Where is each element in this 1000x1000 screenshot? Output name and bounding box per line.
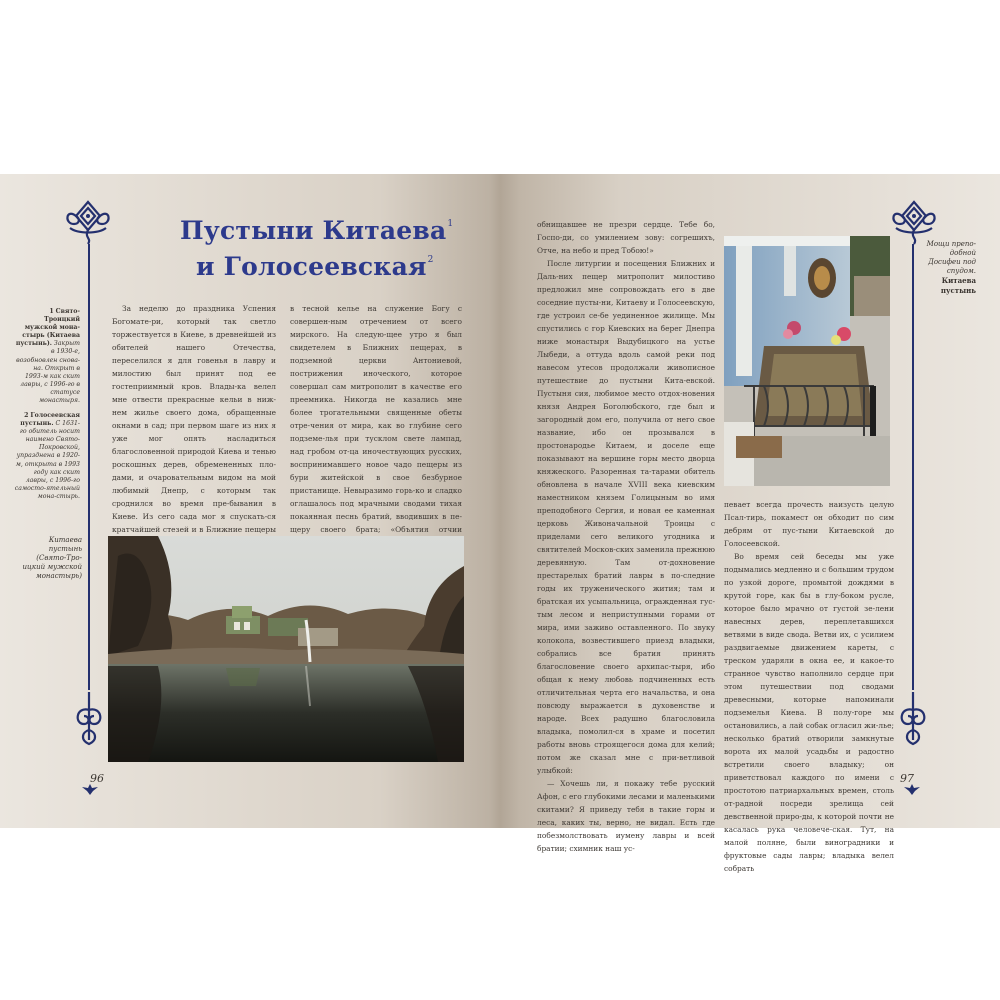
right-column-1: обнищавшее не презри сердце. Тебе бо, Госпо-ди, со умилением зову: согрешихъ, Отче, на небо и пред Тобою!» После литургии и посещения Ближних и Даль-них пещер митрополит милостиво предложил мне сопровождать его в две соседние пусты-ни, Китаеву и Голосеевскую, где устроил се-бе уединенное жилище. Мы спустились с гор Киевских на берег Днепра ниже монастыря Выдубицкого на устье Лыбеди, а оттуда вдоль самой реки под навесом утесов продолжали живописное путешествие до пустыни Кита-евской. Пустыня сия, любимое место отдох-новения князя Андрея Боголюбского, где был и загородный дом его, получила от него свое название, ибо он прозывался в простонародье Китаем, и доселе еще показывают на вершине горы место дворца княжеского. Разоренная та-тарами обитель обновлена в начале XVIII века киевским наместником князем Голицыным во имя преподобного Сергия, и новая ее каменная церковь Живоначальной Троицы с приделами сего великого угодника и святителей Москов-ских заменила прежнюю деревянную. Там от-дохновение престарелых братий лавры в по-следние годы их труженического жития; там и братская их усыпальница, огражденная гус-тым лесом и неприступными горами от мира, ими заживо оставленного. По звуку колокола, возвестившего приезд владыки, собрались все братия принять благословение своего архипас-тыря, ибо общая к нему любовь подчиненных есть отличительная черта его начальства, и она повсюду выражается в духовенстве и народе. Всех радушно благословила владыка, помолил-ся в храме и посетил работы вновь строящегося дома для келий; потом же сказал мне с при-ветливой улыбкой: — Хочешь ли, я покажу тебе русский Афон, с его глубокими лесами и маленькими скитами? Я приведу тебя в такие горы и леса, каких ты, верно, не видал. Есть где побезмолствовать иумену лавры и всей братии; схимник наш ус- — [537, 220, 715, 853]
photo-kitaeva-lake — [108, 536, 464, 762]
page-number-left: 96 — [90, 772, 104, 785]
chapter-title-line2: и Голосеевская$^2$ — [196, 252, 434, 281]
footnote-ref-1: 1 — [447, 218, 454, 229]
ornament-top-left — [60, 198, 116, 246]
photo-dosifei-grave — [724, 236, 890, 486]
page-number-right: 97 — [900, 772, 914, 785]
footnote-ref-2: 2 — [427, 254, 434, 265]
left-column-1: За неделю до праздника Успения Богомате-ри, который так светло торжествуется в Киеве, в древнейшей из обителей нашего Отечества, переселился я для говенья в лавру и милостию был принят под ее гостеприимный кров. Влады-ка велел мне отвести прекрасные кельи в ниж-нем жилье своего дома, обращенные окнами в сад; при первом шаге из них я уже мог опять насладиться благословенной природой Киева и тенью роскошных дерев, обремененных пло-дами, и очаровательным видом на мой любимый Днепр, с которым так сроднился во время пре-бывания в Киеве. Из сего сада мог я спускать-ся кратчайшей стезей и в Ближние пещеры — [112, 304, 276, 534]
ornament-bottom-right — [894, 690, 932, 750]
photo-caption-right: Мощи препо-добной Досифеи под спудом. Китаева пустынь — [926, 240, 976, 295]
book-spread — [0, 174, 1000, 873]
ornament-top-right — [886, 198, 942, 246]
right-vertical-rule — [912, 244, 914, 690]
chapter-title-line1: Пустыни Китаева$^1$ — [180, 216, 454, 245]
right-column-2: певает всегда прочесть наизусть целую Псал-тирь, покамест он обходит по сим дебрям от пус-тыни Китаевской до Голосеевской. Во время сей беседы мы уже подымались медленно и с большим трудом по узкой дороге, промытой дождями в крутой горе, как бы в глу-боком русле, которое было мрачно от густой зе-лени навесных дерев, переплетавшихся ветвями в виде свода. Ветви их, с усилием раздвигаемые движением кареты, с треском ударяли в окна ее, и какое-то странное чувство наполнило сердце при этом путешествии под сводами древесными, которые напоминали подземелья Киева. В полу-горе мы остановились, а лай собак огласил жи-лье; несколько братий отворили замкнутые ворота их малой усадьбы и радостно встретили своего владыку; он приветствовал каждого по имени с простотою патриархальных времен, столь от-радной посреди зрелища сей девственной приро-ды, к которой почти не касалась рука человече-ская. Тут, на малой поляне, были виноградники и фруктовые сады лавры; владыка велел собрать — [724, 500, 894, 873]
left-vertical-rule — [88, 244, 90, 690]
photo-caption-left: Китаева пустынь (Свято-Тро-ицкий мужской монастырь) — [22, 536, 82, 580]
ornament-bottom-left — [70, 690, 108, 750]
left-column-2: в тесной келье на служение Богу с совершен-ным отречением от всего мирского. На следую-щее утро я был свидетелем в Ближних пещерах, в подземной церкви Антониевой, пострижения иноческого, которое совершал сам митрополит в качестве его преемника. Никогда не казались мне более трогательными священные обеты отре-чения от мира, как во глубине сего подземе-лья при тусклом свете лампад, над гробом от-ца иночествующих русских, воспринимавшего новое чадо пещеры из бури житейской в свое безбурное пристанище. Невыразимо горь-ко и сладко оглашалось под мрачными сводами тихая покаянная песнь братий, вводивших в пе-щеру своего брата; «Объятия отчии — [290, 304, 462, 534]
margin-note-1: 1 Свято-Троицкий мужской мона-стырь (Китаева пустынь). Закрыт в 1930-е, возобновлен снова-на. Открыт в 1993-м как скит лавры, с 1996-го в статусе монастыря. — [15, 308, 80, 405]
margin-note-2: 2 Голосеевская пустынь. С 1631-го обитель носит наимено Свято-Покровской, упразднена в 1920-м, открыта в 1993 году как скит лавры, с 1996-го самосто-ятельный мона-стырь. — [14, 412, 80, 500]
